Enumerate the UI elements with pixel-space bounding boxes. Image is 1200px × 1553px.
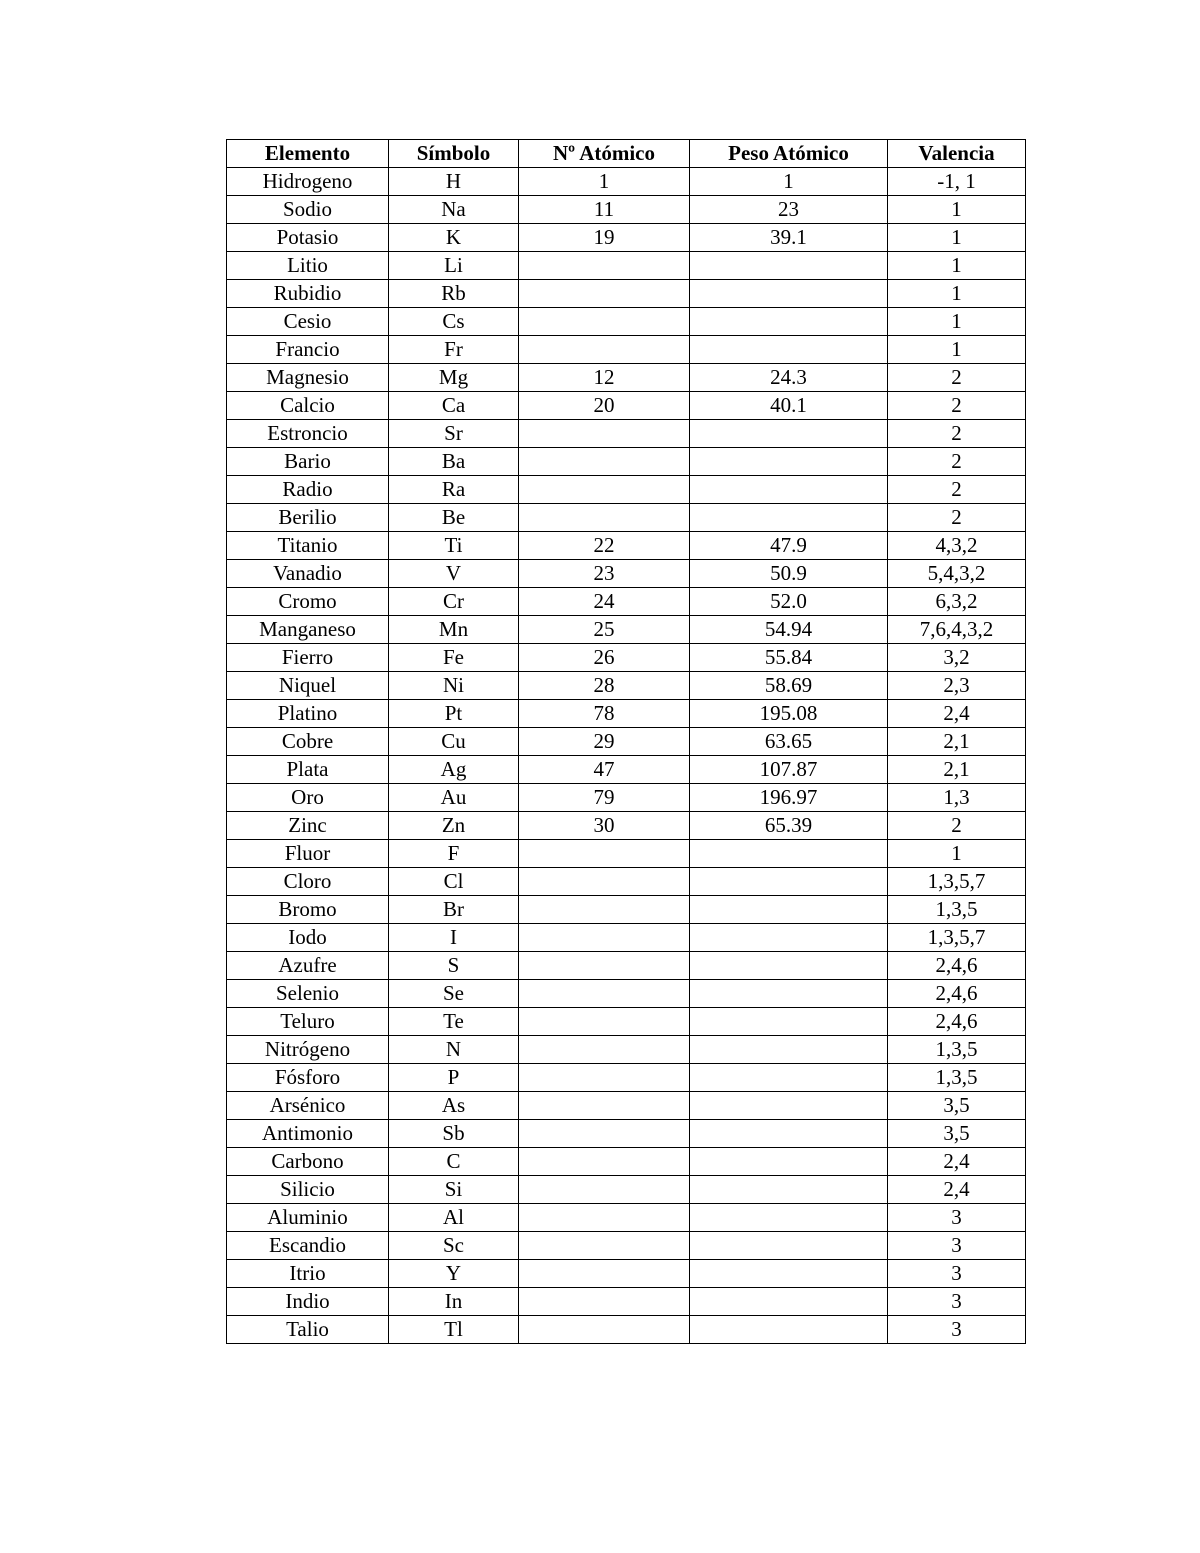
cell-valencia: 2 <box>888 504 1026 532</box>
cell-simbolo: In <box>389 1288 519 1316</box>
cell-elemento: Azufre <box>227 952 389 980</box>
table-row <box>227 280 1026 308</box>
cell-elemento: Radio <box>227 476 389 504</box>
cell-peso-atomico: 55.84 <box>690 644 888 672</box>
cell-simbolo: Cu <box>389 728 519 756</box>
cell-elemento: Vanadio <box>227 560 389 588</box>
cell-simbolo: Mg <box>389 364 519 392</box>
table-row <box>227 952 1026 980</box>
cell-peso-atomico: 196.97 <box>690 784 888 812</box>
cell-numero-atomico <box>519 1232 690 1260</box>
table-row <box>227 728 1026 756</box>
cell-numero-atomico <box>519 1036 690 1064</box>
cell-numero-atomico <box>519 1204 690 1232</box>
table-row <box>227 1092 1026 1120</box>
cell-simbolo: N <box>389 1036 519 1064</box>
cell-elemento: Manganeso <box>227 616 389 644</box>
table-row <box>227 700 1026 728</box>
cell-simbolo: F <box>389 840 519 868</box>
table-row <box>227 196 1026 224</box>
cell-elemento: Fierro <box>227 644 389 672</box>
cell-peso-atomico: 39.1 <box>690 224 888 252</box>
cell-peso-atomico: 195.08 <box>690 700 888 728</box>
cell-peso-atomico <box>690 420 888 448</box>
cell-simbolo: Y <box>389 1260 519 1288</box>
cell-simbolo: Ag <box>389 756 519 784</box>
cell-elemento: Escandio <box>227 1232 389 1260</box>
cell-peso-atomico: 24.3 <box>690 364 888 392</box>
table-row <box>227 476 1026 504</box>
cell-peso-atomico <box>690 868 888 896</box>
cell-simbolo: S <box>389 952 519 980</box>
table-row <box>227 644 1026 672</box>
cell-valencia: 2,4,6 <box>888 980 1026 1008</box>
cell-numero-atomico <box>519 476 690 504</box>
cell-peso-atomico <box>690 1232 888 1260</box>
table-row <box>227 336 1026 364</box>
cell-numero-atomico <box>519 1148 690 1176</box>
cell-simbolo: Li <box>389 252 519 280</box>
cell-valencia: 5,4,3,2 <box>888 560 1026 588</box>
cell-numero-atomico: 26 <box>519 644 690 672</box>
cell-elemento: Bario <box>227 448 389 476</box>
cell-peso-atomico <box>690 252 888 280</box>
table-row <box>227 560 1026 588</box>
cell-valencia: 2 <box>888 392 1026 420</box>
cell-elemento: Calcio <box>227 392 389 420</box>
cell-elemento: Litio <box>227 252 389 280</box>
cell-elemento: Arsénico <box>227 1092 389 1120</box>
cell-elemento: Talio <box>227 1316 389 1344</box>
cell-numero-atomico: 20 <box>519 392 690 420</box>
cell-valencia: 1,3,5 <box>888 1064 1026 1092</box>
table-row <box>227 1008 1026 1036</box>
cell-elemento: Silicio <box>227 1176 389 1204</box>
cell-elemento: Hidrogeno <box>227 168 389 196</box>
table-row <box>227 420 1026 448</box>
cell-valencia: 3,2 <box>888 644 1026 672</box>
cell-valencia: 1 <box>888 840 1026 868</box>
header-row <box>227 140 1026 168</box>
table-row <box>227 532 1026 560</box>
cell-elemento: Aluminio <box>227 1204 389 1232</box>
cell-elemento: Cloro <box>227 868 389 896</box>
cell-valencia: 2 <box>888 420 1026 448</box>
table-row <box>227 588 1026 616</box>
cell-valencia: 1 <box>888 196 1026 224</box>
cell-elemento: Berilio <box>227 504 389 532</box>
cell-simbolo: Fr <box>389 336 519 364</box>
table-row <box>227 448 1026 476</box>
cell-numero-atomico: 79 <box>519 784 690 812</box>
cell-simbolo: I <box>389 924 519 952</box>
cell-simbolo: Sc <box>389 1232 519 1260</box>
cell-simbolo: Pt <box>389 700 519 728</box>
cell-peso-atomico <box>690 1288 888 1316</box>
cell-peso-atomico: 23 <box>690 196 888 224</box>
cell-numero-atomico: 23 <box>519 560 690 588</box>
cell-valencia: 2,3 <box>888 672 1026 700</box>
cell-numero-atomico <box>519 1064 690 1092</box>
cell-numero-atomico <box>519 1260 690 1288</box>
cell-simbolo: As <box>389 1092 519 1120</box>
cell-peso-atomico <box>690 980 888 1008</box>
cell-numero-atomico <box>519 448 690 476</box>
cell-elemento: Estroncio <box>227 420 389 448</box>
cell-peso-atomico <box>690 1316 888 1344</box>
cell-peso-atomico <box>690 504 888 532</box>
cell-valencia: 3,5 <box>888 1092 1026 1120</box>
cell-elemento: Selenio <box>227 980 389 1008</box>
cell-valencia: 2 <box>888 364 1026 392</box>
cell-numero-atomico: 11 <box>519 196 690 224</box>
cell-valencia: 1 <box>888 308 1026 336</box>
cell-numero-atomico: 30 <box>519 812 690 840</box>
cell-peso-atomico: 65.39 <box>690 812 888 840</box>
cell-elemento: Francio <box>227 336 389 364</box>
cell-simbolo: H <box>389 168 519 196</box>
cell-elemento: Cesio <box>227 308 389 336</box>
cell-numero-atomico: 28 <box>519 672 690 700</box>
table-row <box>227 1288 1026 1316</box>
cell-valencia: 2,1 <box>888 728 1026 756</box>
cell-numero-atomico: 19 <box>519 224 690 252</box>
cell-valencia: 6,3,2 <box>888 588 1026 616</box>
elements-table <box>226 139 1026 1344</box>
cell-valencia: 2,4 <box>888 1148 1026 1176</box>
cell-valencia: 3 <box>888 1204 1026 1232</box>
cell-peso-atomico <box>690 952 888 980</box>
cell-elemento: Carbono <box>227 1148 389 1176</box>
table-row <box>227 308 1026 336</box>
cell-peso-atomico <box>690 280 888 308</box>
table-row <box>227 392 1026 420</box>
cell-valencia: 7,6,4,3,2 <box>888 616 1026 644</box>
cell-valencia: 2 <box>888 476 1026 504</box>
cell-simbolo: Be <box>389 504 519 532</box>
cell-peso-atomico <box>690 924 888 952</box>
cell-elemento: Bromo <box>227 896 389 924</box>
cell-numero-atomico: 25 <box>519 616 690 644</box>
cell-peso-atomico: 58.69 <box>690 672 888 700</box>
table-row <box>227 1176 1026 1204</box>
cell-numero-atomico: 24 <box>519 588 690 616</box>
cell-elemento: Magnesio <box>227 364 389 392</box>
cell-peso-atomico: 107.87 <box>690 756 888 784</box>
table-row <box>227 1204 1026 1232</box>
cell-peso-atomico: 47.9 <box>690 532 888 560</box>
cell-numero-atomico: 78 <box>519 700 690 728</box>
cell-elemento: Indio <box>227 1288 389 1316</box>
cell-simbolo: Sr <box>389 420 519 448</box>
table-row <box>227 364 1026 392</box>
cell-simbolo: Ra <box>389 476 519 504</box>
table-row <box>227 840 1026 868</box>
cell-simbolo: Tl <box>389 1316 519 1344</box>
table-row <box>227 1316 1026 1344</box>
cell-valencia: 3 <box>888 1260 1026 1288</box>
cell-peso-atomico <box>690 1008 888 1036</box>
table-row <box>227 784 1026 812</box>
cell-numero-atomico: 29 <box>519 728 690 756</box>
cell-simbolo: Se <box>389 980 519 1008</box>
header-numero-atomico: Nº Atómico <box>519 140 690 168</box>
table-row <box>227 504 1026 532</box>
cell-valencia: 4,3,2 <box>888 532 1026 560</box>
cell-numero-atomico <box>519 924 690 952</box>
cell-elemento: Nitrógeno <box>227 1036 389 1064</box>
cell-peso-atomico <box>690 448 888 476</box>
cell-valencia: 1,3,5 <box>888 1036 1026 1064</box>
cell-numero-atomico: 47 <box>519 756 690 784</box>
cell-elemento: Potasio <box>227 224 389 252</box>
cell-peso-atomico <box>690 1036 888 1064</box>
cell-valencia: 2,4 <box>888 700 1026 728</box>
cell-valencia: -1, 1 <box>888 168 1026 196</box>
header-elemento: Elemento <box>227 140 389 168</box>
cell-simbolo: Fe <box>389 644 519 672</box>
cell-simbolo: Ba <box>389 448 519 476</box>
cell-valencia: 1,3,5,7 <box>888 924 1026 952</box>
cell-simbolo: Mn <box>389 616 519 644</box>
table-row <box>227 896 1026 924</box>
cell-simbolo: Ti <box>389 532 519 560</box>
cell-simbolo: Ni <box>389 672 519 700</box>
cell-peso-atomico: 63.65 <box>690 728 888 756</box>
cell-simbolo: V <box>389 560 519 588</box>
cell-elemento: Niquel <box>227 672 389 700</box>
cell-peso-atomico <box>690 896 888 924</box>
cell-peso-atomico: 40.1 <box>690 392 888 420</box>
cell-valencia: 2 <box>888 448 1026 476</box>
table-row <box>227 980 1026 1008</box>
cell-simbolo: Te <box>389 1008 519 1036</box>
cell-numero-atomico <box>519 840 690 868</box>
cell-simbolo: Au <box>389 784 519 812</box>
cell-valencia: 3 <box>888 1232 1026 1260</box>
cell-valencia: 1,3,5 <box>888 896 1026 924</box>
cell-peso-atomico <box>690 1148 888 1176</box>
cell-elemento: Oro <box>227 784 389 812</box>
cell-simbolo: Cs <box>389 308 519 336</box>
cell-simbolo: Br <box>389 896 519 924</box>
cell-elemento: Antimonio <box>227 1120 389 1148</box>
cell-elemento: Sodio <box>227 196 389 224</box>
cell-simbolo: P <box>389 1064 519 1092</box>
table-row <box>227 812 1026 840</box>
cell-peso-atomico <box>690 1092 888 1120</box>
cell-numero-atomico <box>519 420 690 448</box>
cell-valencia: 1 <box>888 336 1026 364</box>
cell-peso-atomico <box>690 336 888 364</box>
table-body <box>227 168 1026 1344</box>
cell-elemento: Itrio <box>227 1260 389 1288</box>
cell-elemento: Cobre <box>227 728 389 756</box>
table-row <box>227 672 1026 700</box>
cell-simbolo: C <box>389 1148 519 1176</box>
cell-peso-atomico <box>690 308 888 336</box>
cell-valencia: 2,4,6 <box>888 952 1026 980</box>
cell-numero-atomico <box>519 308 690 336</box>
table-row <box>227 616 1026 644</box>
cell-elemento: Fósforo <box>227 1064 389 1092</box>
cell-valencia: 2 <box>888 812 1026 840</box>
cell-elemento: Platino <box>227 700 389 728</box>
cell-valencia: 1 <box>888 224 1026 252</box>
cell-simbolo: Sb <box>389 1120 519 1148</box>
cell-peso-atomico <box>690 1204 888 1232</box>
table-row <box>227 1232 1026 1260</box>
cell-numero-atomico <box>519 1008 690 1036</box>
cell-peso-atomico: 50.9 <box>690 560 888 588</box>
table-row <box>227 756 1026 784</box>
cell-simbolo: Al <box>389 1204 519 1232</box>
cell-valencia: 2,4,6 <box>888 1008 1026 1036</box>
cell-peso-atomico <box>690 1260 888 1288</box>
cell-numero-atomico <box>519 280 690 308</box>
cell-simbolo: K <box>389 224 519 252</box>
table-row <box>227 224 1026 252</box>
cell-elemento: Fluor <box>227 840 389 868</box>
cell-valencia: 3 <box>888 1316 1026 1344</box>
cell-peso-atomico <box>690 476 888 504</box>
cell-numero-atomico <box>519 1316 690 1344</box>
cell-peso-atomico <box>690 840 888 868</box>
table-row <box>227 868 1026 896</box>
cell-numero-atomico <box>519 1092 690 1120</box>
cell-numero-atomico <box>519 1288 690 1316</box>
table-row <box>227 1120 1026 1148</box>
cell-valencia: 1,3 <box>888 784 1026 812</box>
cell-simbolo: Rb <box>389 280 519 308</box>
table-row <box>227 1064 1026 1092</box>
cell-simbolo: Cl <box>389 868 519 896</box>
cell-elemento: Teluro <box>227 1008 389 1036</box>
cell-numero-atomico <box>519 504 690 532</box>
table-row <box>227 1148 1026 1176</box>
cell-elemento: Rubidio <box>227 280 389 308</box>
cell-elemento: Iodo <box>227 924 389 952</box>
cell-elemento: Zinc <box>227 812 389 840</box>
cell-valencia: 2,4 <box>888 1176 1026 1204</box>
header-peso-atomico: Peso Atómico <box>690 140 888 168</box>
cell-elemento: Cromo <box>227 588 389 616</box>
cell-numero-atomico: 12 <box>519 364 690 392</box>
table-row <box>227 168 1026 196</box>
cell-peso-atomico <box>690 1120 888 1148</box>
cell-simbolo: Na <box>389 196 519 224</box>
cell-simbolo: Si <box>389 1176 519 1204</box>
cell-simbolo: Ca <box>389 392 519 420</box>
table-row <box>227 1036 1026 1064</box>
cell-peso-atomico: 54.94 <box>690 616 888 644</box>
cell-numero-atomico <box>519 336 690 364</box>
cell-valencia: 3 <box>888 1288 1026 1316</box>
cell-numero-atomico: 1 <box>519 168 690 196</box>
cell-peso-atomico <box>690 1064 888 1092</box>
cell-simbolo: Cr <box>389 588 519 616</box>
table-row <box>227 1260 1026 1288</box>
cell-valencia: 3,5 <box>888 1120 1026 1148</box>
cell-valencia: 1 <box>888 280 1026 308</box>
cell-numero-atomico <box>519 1120 690 1148</box>
cell-peso-atomico: 1 <box>690 168 888 196</box>
header-valencia: Valencia <box>888 140 1026 168</box>
cell-numero-atomico <box>519 952 690 980</box>
header-simbolo: Símbolo <box>389 140 519 168</box>
table-row <box>227 252 1026 280</box>
cell-elemento: Titanio <box>227 532 389 560</box>
cell-numero-atomico <box>519 868 690 896</box>
cell-elemento: Plata <box>227 756 389 784</box>
cell-valencia: 2,1 <box>888 756 1026 784</box>
cell-simbolo: Zn <box>389 812 519 840</box>
cell-valencia: 1,3,5,7 <box>888 868 1026 896</box>
cell-valencia: 1 <box>888 252 1026 280</box>
cell-numero-atomico <box>519 896 690 924</box>
cell-numero-atomico <box>519 980 690 1008</box>
table-row <box>227 924 1026 952</box>
cell-numero-atomico <box>519 252 690 280</box>
cell-numero-atomico <box>519 1176 690 1204</box>
cell-peso-atomico: 52.0 <box>690 588 888 616</box>
cell-peso-atomico <box>690 1176 888 1204</box>
cell-numero-atomico: 22 <box>519 532 690 560</box>
